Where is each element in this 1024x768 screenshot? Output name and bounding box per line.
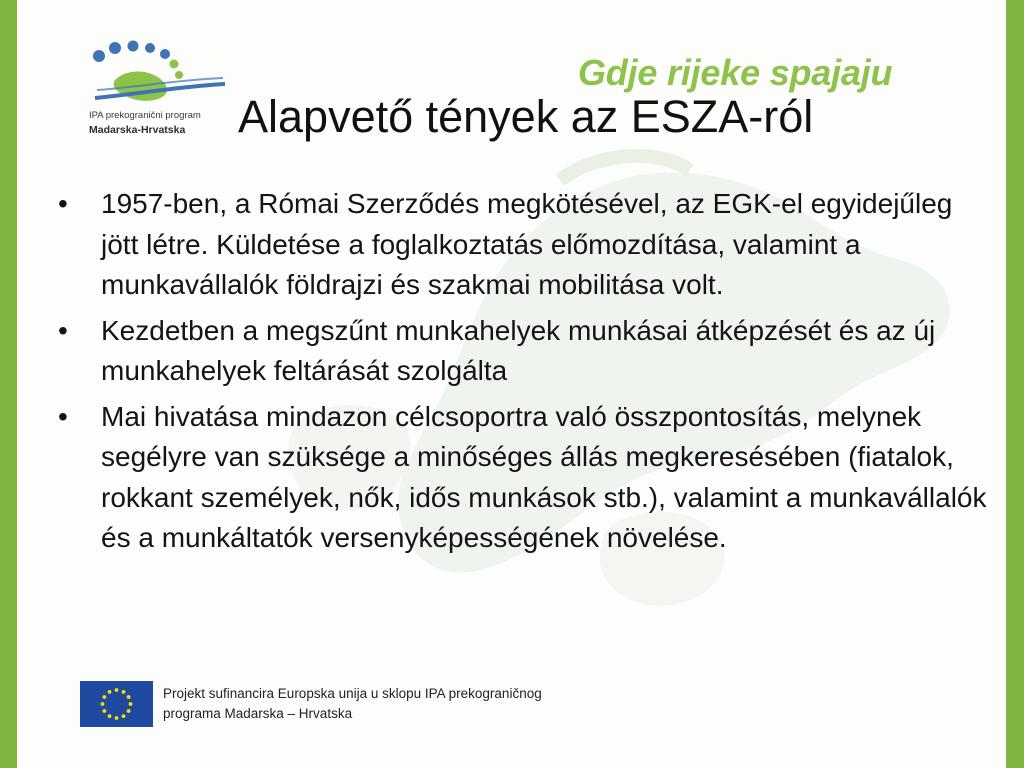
bullet-marker: •: [58, 314, 68, 346]
slide-title: Alapvető tények az ESZA-ról: [238, 91, 814, 142]
bullet-list: [58, 184, 988, 564]
bullet-text: 1957-ben, a Római Szerződés megkötésével, az EGK-el egyidejűleg jött létre. Küldetése a foglalkoztatás előmozdítása, valamint a munkavállalók földrajzi és szakmai mobilitása volt.: [101, 188, 953, 300]
bullet-text: Mai hivatása mindazon célcsoportra való összpontosítás, melynek segélyre van szüksége a minőséges állás megkeresésében (fiatalok, rokkant személyek, nők, idős munkások stb.), valamint a munkavállalók és a munkáltatók versenyképességének növelése.: [101, 400, 987, 553]
footer-program-text: programa Madarska – Hrvatska: [163, 706, 353, 721]
bullet-marker: •: [58, 400, 68, 432]
bullet-item: [58, 397, 988, 559]
bullet-item: [58, 184, 988, 306]
eu-flag-icon: [80, 681, 153, 727]
left-green-border: [0, 0, 17, 768]
slogan: Gdje rijeke spajaju: [578, 52, 893, 93]
bullet-text: Kezdetben a megszűnt munkahelyek munkásai átképzését és az új munkahelyek feltárását szolgálta: [101, 314, 936, 386]
bullet-item: [58, 311, 988, 392]
footer-cofinancing-text: Projekt sufinancira Europska unija u sklopu IPA prekograničnog: [163, 686, 542, 701]
logo-program-name: Madarska-Hrvatska: [89, 124, 186, 136]
bullet-marker: •: [58, 188, 68, 219]
logo-program-label: IPA prekogranični program: [89, 110, 201, 121]
right-green-border: [1006, 0, 1024, 768]
